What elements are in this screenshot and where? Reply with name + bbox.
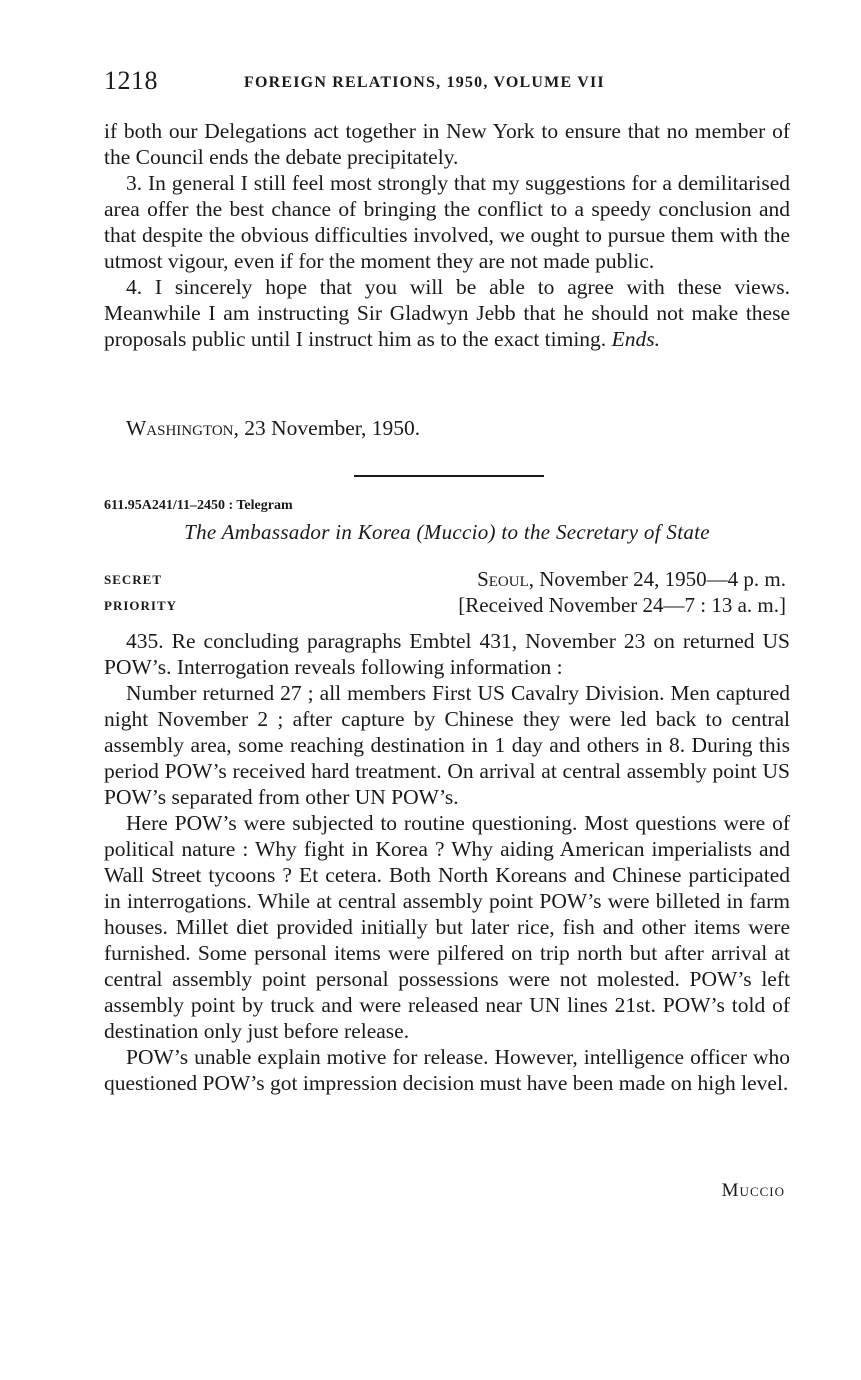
page-header xyxy=(104,66,790,102)
section-divider xyxy=(354,475,544,477)
dateline-place: Washington xyxy=(126,416,234,440)
telegram-paragraph: POW’s unable explain motive for release. However, intelligence officer who questioned POW’s got impression decision must have been made on high level. xyxy=(104,1045,790,1095)
classification-label: SECRET xyxy=(104,572,163,587)
dateline xyxy=(126,416,420,441)
file-reference: 611.95A241/11–2450 : Telegram xyxy=(104,498,293,513)
signature: Muccio xyxy=(721,1180,785,1201)
origin-place: Seoul xyxy=(477,567,529,591)
continued-paragraph: if both our Delegations act together in New York to ensure that no member of the Council ends the debate precipitately. xyxy=(104,119,790,169)
paragraph-4 xyxy=(104,274,790,352)
running-title: FOREIGN RELATIONS, 1950, VOLUME VII xyxy=(244,74,605,91)
ends-marker: Ends. xyxy=(611,327,660,351)
telegram-body xyxy=(104,628,790,1096)
telegram-paragraph: Number returned 27 ; all members First US Cavalry Division. Men captured night November 2 ; after capture by Chinese they were led back to central assembly area, some reaching destination in 1 day and others in 8. During this period POW’s received hard treatment. On arrival at central assembly point US POW’s separated from other UN POW’s. xyxy=(104,681,790,809)
dateline-date: , 23 November, 1950. xyxy=(233,416,421,440)
telegram-paragraph: 435. Re concluding paragraphs Embtel 431, November 23 on returned US POW’s. Interrogation reveals following information : xyxy=(104,629,790,679)
page-number: 1218 xyxy=(104,66,158,95)
paragraph-4-text: 4. I sincerely hope that you will be able to agree with these views. Meanwhile I am instructing Sir Gladwyn Jebb that he should not make these proposals public until I instruct him as to the exact timing. xyxy=(104,275,790,351)
document-title: The Ambassador in Korea (Muccio) to the Secretary of State xyxy=(184,520,710,544)
continued-text xyxy=(104,118,790,352)
received-line: [Received November 24—7 : 13 a. m.] xyxy=(458,593,786,617)
paragraph-3: 3. In general I still feel most strongly that my suggestions for a demilitarised area offer the best chance of bringing the conflict to a speedy conclusion and that despite the obvious difficulties involved, we ought to pursue them with the utmost vigour, even if for the moment they are not made public. xyxy=(104,171,790,273)
precedence-label: PRIORITY xyxy=(104,598,178,613)
origin-line xyxy=(477,567,786,592)
origin-date: , November 24, 1950—4 p. m. xyxy=(528,567,786,591)
telegram-paragraph: Here POW’s were subjected to routine questioning. Most questions were of political nature : Why fight in Korea ? Why aiding American imperialists and Wall Street tycoons ? Et cetera. Both North Koreans and Chinese participated in interrogations. While at central assembly point POW’s were billeted in farm houses. Millet diet provided initially but later rice, fish and other items were furnished. Some personal items were pilfered on trip north but after arrival at central assembly point personal possessions were not molested. POW’s left assembly point by truck and were released near UN lines 21st. POW’s told of destination only just before release. xyxy=(104,811,790,1043)
